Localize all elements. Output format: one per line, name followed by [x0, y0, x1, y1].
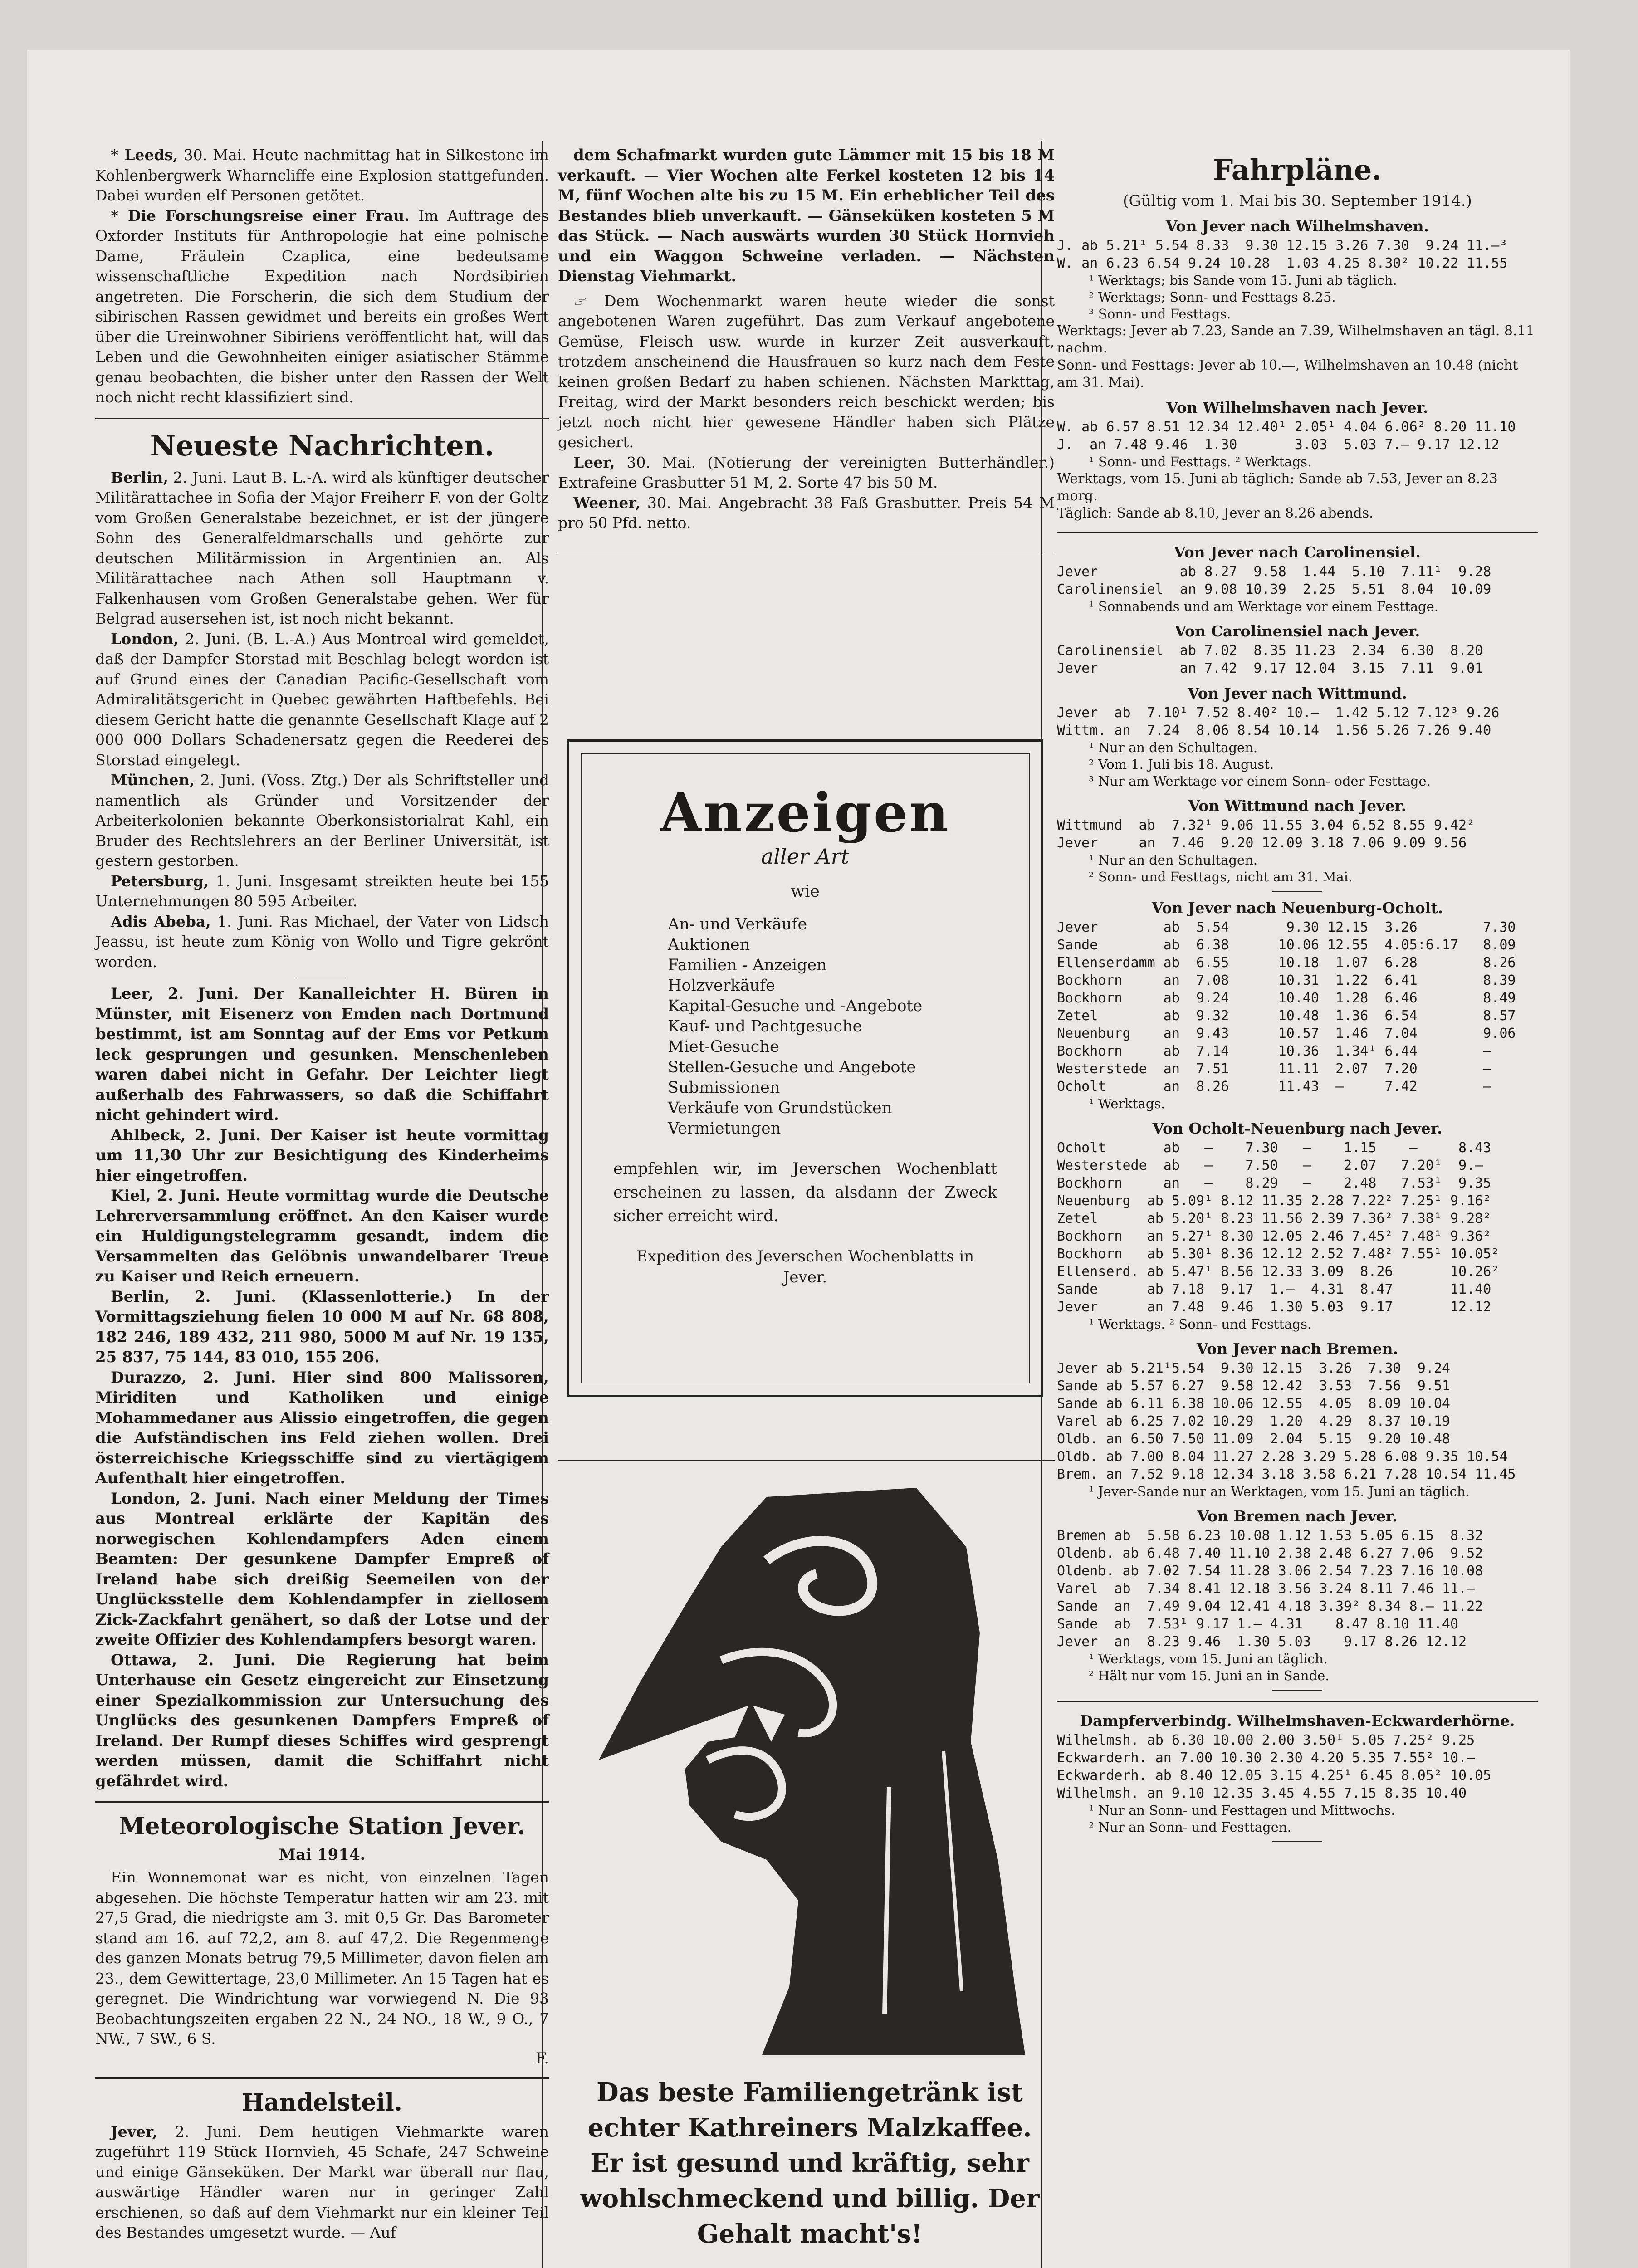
timetable-row: Carolinensiel ab 7.02 8.35 11.23 2.34 6.30 8.20	[1057, 643, 1483, 659]
timetable-heading: Von Carolinensiel nach Jever.	[1174, 622, 1420, 640]
divider	[558, 552, 1055, 555]
ad-item-label: Kapital-Gesuche und -Angebote	[668, 997, 923, 1015]
ad-item-label: Submissionen	[668, 1079, 780, 1097]
timetable-note: ² Werktags; Sonn- und Festtags 8.25.	[1089, 289, 1336, 305]
news-body: 2. Juni. Heute vormittag wurde die Deutsche Lehrerversammlung eröffnet. An den Kaiser wurde ein Huldigungstelegramm gesandt, indem die Versammelten das Gelöbnis unwandelbarer Treue zu Kaiser und Reich erneuern.	[95, 1187, 549, 1286]
news-item	[95, 1650, 549, 1792]
news-body: 1. Juni. Insgesamt streikten heute bei 155 Unternehmungen 80 595 Arbeiter.	[95, 872, 549, 910]
timetable-row: Oldenb. ab 6.48 7.40 11.10 2.38 2.48 6.27 7.06 9.52	[1057, 1545, 1483, 1561]
news-dateline: München,	[111, 771, 195, 789]
timetable-row: Westerstede ab — 7.50 — 2.07 7.20¹ 9.—	[1057, 1158, 1483, 1173]
column-2	[558, 145, 1055, 2249]
timetable-row: Carolinensiel an 9.08 10.39 2.25 5.51 8.04 10.09	[1057, 582, 1491, 597]
short-divider	[1272, 1690, 1322, 1691]
timetable-row: Zetel ab 5.20¹ 8.23 11.56 2.39 7.36² 7.38¹ 9.28²	[1057, 1211, 1491, 1227]
ad-item-label: Holzverkäufe	[668, 977, 775, 995]
news-dateline: * Die Forschungsreise einer Frau.	[111, 206, 410, 225]
timetable-row: Wittm. an 7.24 8.06 8.54 10.14 1.56 5.26 7.26 9.40	[1057, 723, 1491, 738]
ad-item	[668, 976, 997, 996]
news-item	[95, 629, 549, 771]
timetable-note: ³ Sonn- und Festtags.	[1089, 306, 1231, 322]
divider	[558, 1459, 1055, 1462]
timetable-row: Westerstede an 7.51 11.11 2.07 7.20 —	[1057, 1061, 1491, 1077]
ad-item	[668, 1017, 997, 1037]
met-subtitle: Mai 1914.	[279, 1846, 366, 1864]
news-dateline: Petersburg,	[111, 872, 209, 890]
timetable-heading: Von Ocholt-Neuenburg nach Jever.	[1152, 1119, 1442, 1137]
wochenmarkt-body: Dem Wochenmarkt waren heute wieder die sonst angebotenen Waren zugeführt. Das zum Verkauf angebotene Gemüse, Fleisch usw. wurde in kurzer Zeit ausverkauft, trotzdem anscheinend die Hausfrauen so kurz nach dem Feste keinen großen Bedarf zu haben schienen. Nächsten Markttag, Freitag, wird der Markt besonders reich beschickt werden; bis jetzt noch nicht hier gewesene Händler haben sich Plätze gesichert.	[558, 292, 1055, 451]
malzkaffee-slogan: Das beste Familiengetränk ist echter Kathreiners Malzkaffee. Er ist gesund und kräftig, sehr wohlschmeckend und billig. Der Gehalt macht's!	[580, 2077, 1040, 2249]
ad-item	[668, 1098, 997, 1119]
divider	[1057, 1701, 1538, 1702]
handel-body: 2. Juni. Dem heutigen Viehmarkte waren zugeführt 119 Stück Hornvieh, 45 Schafe, 247 Schweine und einige Gänseküken. Der Markt war überall nur flau, auswärtige Händler waren nur in geringer Zahl erschienen, so daß auf dem Viehmarkt nur ein kleiner Teil des Bestandes umgesetzt wurde. — Auf	[95, 2122, 549, 2241]
ad-item-label: An- und Verkäufe	[668, 915, 807, 934]
news-dateline: Berlin,	[111, 1287, 170, 1306]
news-body: 2. Juni. (Voss. Ztg.) Der als Schriftsteller und namentlich als Gründer und Vorsitzender der Arbeiterkolonien bekannte Oberkonsistorialrat Kahl, ein Bruder des Rechtslehrers an der Berliner Universität, ist gestern gestorben.	[95, 771, 549, 870]
timetable-row: Sande an 7.49 9.04 12.41 4.18 3.39² 8.34 8.— 11.22	[1057, 1598, 1483, 1614]
timetable-row: Varel ab 7.34 8.41 12.18 3.56 3.24 8.11 7.46 11.—	[1057, 1581, 1475, 1597]
ad-item	[668, 914, 997, 935]
news-item	[95, 1368, 549, 1489]
divider	[1057, 532, 1538, 533]
timetable-heading: Von Jever nach Bremen.	[1196, 1340, 1398, 1358]
ad-item	[668, 955, 997, 976]
news-item	[95, 984, 549, 1125]
ad-item-label: Miet-Gesuche	[668, 1038, 779, 1056]
weener-text	[558, 493, 1055, 533]
timetable-row: Jever an 7.46 9.20 12.09 3.18 7.06 9.09 9.56	[1057, 835, 1467, 851]
wochenmarkt-text	[558, 291, 1055, 453]
timetable-row: Ellenserdamm ab 6.55 10.18 1.07 6.28 8.26	[1057, 955, 1516, 971]
timetable-row: W. ab 6.57 8.51 12.34 12.40¹ 2.05¹ 4.04 6.06² 8.20 11.10	[1057, 419, 1516, 435]
ad-box	[567, 739, 1043, 1397]
ad-subtitle: aller Art	[761, 844, 850, 869]
timetable-row: Jever an 7.48 9.46 1.30 5.03 9.17 12.12	[1057, 1299, 1491, 1315]
timetable-note: ² Vom 1. Juli bis 18. August.	[1089, 757, 1274, 772]
timetable-note: ¹ Werktags. ² Sonn- und Festtags.	[1089, 1316, 1312, 1332]
market-continued: dem Schafmarkt wurden gute Lämmer mit 15 bis 18 M verkauft. — Vier Wochen alte Ferkel kosteten 12 bis 14 M, fünf Wochen alte bis zu 15 M. Ein erheblicher Teil des Bestandes blieb unverkauft. — Gänseküken kosteten 5 M das Stück. — Nach auswärts wurden 30 Stück Hornvieh und ein Waggon Schweine verladen. — Nächsten Dienstag Viehmarkt.	[558, 146, 1055, 285]
timetable-row: Bockhorn an 7.08 10.31 1.22 6.41 8.39	[1057, 973, 1516, 988]
timetable-row: Bockhorn ab 9.24 10.40 1.28 6.46 8.49	[1057, 990, 1516, 1006]
timetable-row: Sande ab 6.11 6.38 10.06 12.55 4.05 8.09 10.04	[1057, 1396, 1450, 1412]
ad-item-label: Verkäufe von Grundstücken	[668, 1099, 892, 1117]
met-title: Meteorologische Station Jever.	[118, 1813, 526, 1840]
divider	[95, 1801, 549, 1803]
timetable-note: ¹ Nur an den Schultagen.	[1089, 740, 1258, 755]
timetable-row: Brem. an 7.52 9.18 12.34 3.18 3.58 6.21 7.28 10.54 11.45	[1057, 1466, 1516, 1482]
news-item	[95, 871, 549, 912]
timetable-row: Ellenserd. ab 5.47¹ 8.56 12.33 3.09 8.26 10.26²	[1057, 1264, 1500, 1280]
ad-item-label: Kauf- und Pachtgesuche	[668, 1017, 862, 1036]
divider	[95, 2077, 549, 2079]
timetable-row: W. an 6.23 6.54 9.24 10.28 1.03 4.25 8.30² 10.22 11.55	[1057, 255, 1508, 271]
met-text: Ein Wonnemonat war es nicht, von einzelnen Tagen abgesehen. Die höchste Temperatur hatten wir am 23. mit 27,5 Grad, die niedrigste am 3. mit 0,5 Gr. Das Barometer stand am 16. auf 72,2, am 8. auf 47,2. Die Regenmenge des ganzen Monats betrug 79,5 Millimeter, davon fielen am 23., dem Gewittertage, 23,0 Millimeter. An 15 Tagen hat es geregnet. Die Windrichtung war vorwiegend N. Die 93 Beobachtungszeiten ergaben 22 N., 24 NO., 18 W., 9 O., 7 NW., 7 SW., 6 S.	[95, 1868, 549, 2048]
timetable-list	[1057, 217, 1538, 1842]
end-flourish	[1272, 1841, 1322, 1842]
timetable-note: ¹ Werktags; bis Sande vom 15. Juni ab täglich.	[1089, 273, 1397, 288]
news-item	[95, 1186, 549, 1287]
timetable-row: Sande ab 7.18 9.17 1.— 4.31 8.47 11.40	[1057, 1281, 1491, 1297]
timetable-row: Wittmund ab 7.32¹ 9.06 11.55 3.04 6.52 8.55 9.42²	[1057, 817, 1475, 833]
timetable-row: Oldenb. ab 7.02 7.54 11.28 3.06 2.54 7.23 7.16 10.08	[1057, 1563, 1483, 1579]
timetable-row: Wilhelmsh. ab 6.30 10.00 2.00 3.50¹ 5.05 7.25² 9.25	[1057, 1732, 1475, 1748]
ad-wie: wie	[791, 882, 820, 901]
timetable-note: Sonn- und Festtags: Jever ab 10.—, Wilhelmshaven an 10.48 (nicht am 31. Mai).	[1057, 357, 1518, 391]
news-body: 2. Juni. Der Kanalleichter H. Büren in Münster, mit Eisenerz von Emden nach Dortmund bestimmt, ist am Sonntag auf der Ems vor Petkum leck gesprungen und gesunken. Menschenleben waren dabei nicht in Gefahr. Der Leichter liegt außerhalb des Fahrwassers, so daß die Schiffahrt nicht gehindert wird.	[95, 985, 549, 1124]
news-list	[95, 468, 549, 973]
fahrplan-validity: (Gültig vom 1. Mai bis 30. September 1914.)	[1123, 192, 1472, 210]
news-item	[95, 770, 549, 871]
handel-lead: Jever,	[111, 2122, 158, 2141]
ad-item	[668, 1119, 997, 1139]
timetable-note: Werktags, vom 15. Juni ab täglich: Sande ab 7.53, Jever an 8.23 morg.	[1057, 471, 1498, 504]
timetable-row: Bockhorn ab 7.14 10.36 1.34¹ 6.44 —	[1057, 1043, 1491, 1059]
news-dateline: Leer,	[111, 985, 154, 1003]
leer-lead: Leer,	[573, 453, 615, 471]
timetable-row: Jever an 8.23 9.46 1.30 5.03 9.17 8.26 12.12	[1057, 1634, 1467, 1650]
hand-icon: ☞	[573, 292, 604, 310]
weener-body: 30. Mai. Angebracht 38 Faß Grasbutter. Preis 54 M pro 50 Pfd. netto.	[558, 494, 1055, 532]
timetable-row: Jever an 7.42 9.17 12.04 3.15 7.11 9.01	[1057, 660, 1483, 676]
timetable-heading: Von Jever nach Wittmund.	[1188, 684, 1407, 702]
timetable-note: ¹ Werktags, vom 15. Juni an täglich.	[1089, 1651, 1328, 1667]
timetable-heading: Von Wilhelmshaven nach Jever.	[1166, 399, 1428, 416]
ad-item	[668, 1078, 997, 1098]
timetable-note: ² Hält nur vom 15. Juni an in Sande.	[1089, 1668, 1330, 1683]
news-item	[95, 1287, 549, 1368]
news-dateline: Berlin,	[111, 468, 168, 486]
timetable-row: Bockhorn ab 5.30¹ 8.36 12.12 2.52 7.48² 7.55¹ 10.05²	[1057, 1246, 1500, 1262]
news-body: 2. Juni. Hier sind 800 Malissoren, Miriditen und Katholiken und einige Mohammedaner aus Alissio eingetroffen, die gegen die Aufständischen ins Feld ziehen wollen. Drei österreichische Kriegsschiffe sind zu viertägigem Aufenthalt hier eingetroffen.	[95, 1368, 549, 1487]
ad-box-inner	[581, 753, 1030, 1383]
timetable-heading: Von Jever nach Wilhelmshaven.	[1165, 217, 1429, 235]
timetable-row: Sande ab 6.38 10.06 12.55 4.05:6.17 8.09	[1057, 937, 1516, 953]
timetable-row: Jever ab 5.21¹5.54 9.30 12.15 3.26 7.30 9.24	[1057, 1360, 1450, 1376]
timetable-row: Bockhorn an 5.27¹ 8.30 12.05 2.46 7.45² 7.48¹ 9.36²	[1057, 1228, 1491, 1244]
column-3	[1057, 145, 1538, 1848]
timetable-row: Neuenburg ab 5.09¹ 8.12 11.35 2.28 7.22² 7.25¹ 9.16²	[1057, 1193, 1491, 1209]
timetable-row: Sande ab 7.53¹ 9.17 1.— 4.31 8.47 8.10 11.40	[1057, 1616, 1459, 1632]
timetable-row: Neuenburg an 9.43 10.57 1.46 7.04 9.06	[1057, 1026, 1516, 1041]
handel-title: Handelsteil.	[242, 2088, 402, 2116]
timetable-row: Wilhelmsh. an 9.10 12.35 3.45 4.55 7.15 8.35 10.40	[1057, 1785, 1467, 1801]
timetable-row: J. an 7.48 9.46 1.30 3.03 5.03 7.— 9.17 12.12	[1057, 437, 1500, 453]
news-body: 1. Juni. Ras Michael, der Vater von Lidsch Jeassu, ist heute zum König von Wollo und Tigre gekrönt worden.	[95, 912, 549, 971]
leer-body: 30. Mai. (Notierung der vereinigten Butterhändler.) Extrafeine Grasbutter 51 M, 2. Sorte 47 bis 50 M.	[558, 453, 1055, 491]
timetable-row: Zetel ab 9.32 10.48 1.36 6.54 8.57	[1057, 1008, 1516, 1024]
news-item	[95, 145, 549, 206]
news-dateline: Kiel,	[111, 1187, 151, 1205]
news-item	[95, 1489, 549, 1650]
divider	[95, 418, 549, 419]
news-item	[95, 912, 549, 973]
ad-item	[668, 1037, 997, 1057]
news-dateline: London,	[111, 1489, 181, 1508]
timetable-row: Bremen ab 5.58 6.23 10.08 1.12 1.53 5.05 6.15 8.32	[1057, 1528, 1483, 1544]
ad-item-label: Familien - Anzeigen	[668, 956, 827, 974]
ad-item	[668, 1057, 997, 1078]
news-item	[95, 206, 549, 408]
ad-item	[668, 935, 997, 955]
timetable-row: Oldb. ab 7.00 8.04 11.27 2.28 3.29 5.28 6.08 9.35 10.54	[1057, 1449, 1508, 1465]
news-dateline: Ahlbeck,	[111, 1126, 186, 1144]
timetable-note: ² Sonn- und Festtags, nicht am 31. Mai.	[1089, 869, 1353, 885]
news-body: 2. Juni. Laut B. L.-A. wird als künftiger deutscher Militärattachee in Sofia der Major Freiherr F. von der Goltz vom Großen Generalstabe bezeichnet, er ist der jüngere Sohn des Generalfeldmarschalls und gehörte zur deutschen Militärmission in Argentinien an. Als Militärattachee nach Athen soll Hauptmann v. Falkenhausen vom Großen Generalstabe gehen. Wer für Belgrad ausersehen ist, ist noch nicht bekannt.	[95, 468, 549, 627]
timetable-row: J. ab 5.21¹ 5.54 8.33 9.30 12.15 3.26 7.30 9.24 11.—³	[1057, 238, 1508, 254]
timetable-note: ³ Nur am Werktage vor einem Sonn- oder Festtage.	[1089, 773, 1431, 789]
ad-expedition: Expedition des Jeverschen Wochenblatts in Jever.	[636, 1247, 974, 1286]
news-body: 2. Juni. (B. L.-A.) Aus Montreal wird gemeldet, daß der Dampfer Storstad mit Beschlag belegt worden ist auf Grund eines der Canadian Pacific-Gesellschaft vom Admiralitätsgericht in Quebec gewährten Haftbefehls. Bei diesem Gericht hatte die genannte Gesellschaft Klage auf 2 000 000 Dollars Schadenersatz gegen die Reederei des Storstad eingelegt.	[95, 630, 549, 769]
monk-illustration	[572, 1470, 1048, 2059]
news-dateline: * Leeds,	[111, 146, 178, 164]
short-divider	[1272, 891, 1322, 892]
news-dateline: Adis Abeba,	[111, 912, 211, 930]
timetable-row: Oldb. an 6.50 7.50 11.09 2.04 5.15 9.20 10.48	[1057, 1431, 1450, 1447]
news-dateline: Ottawa,	[111, 1651, 177, 1669]
met-signature: F.	[535, 2049, 549, 2068]
ad-item-label: Vermietungen	[668, 1119, 781, 1138]
timetable-note: Täglich: Sande ab 8.10, Jever an 8.26 abends.	[1057, 505, 1374, 521]
handel-text	[95, 2122, 549, 2243]
timetable-row: Jever ab 5.54 9.30 12.15 3.26 7.30	[1057, 919, 1516, 935]
timetable-note: Werktags: Jever ab 7.23, Sande an 7.39, Wilhelmshaven an tägl. 8.11 nachm.	[1057, 323, 1535, 356]
news-body: 2. Juni. Die Regierung hat beim Unterhause ein Gesetz eingereicht zur Einsetzung einer Spezialkommission zur Untersuchung des Unglücks des gesunkenen Dampfers Empreß of Ireland. Der Rumpf dieses Schiffes wird gesprengt werden müssen, damit die Schiffahrt nicht gefährdet wird.	[95, 1651, 549, 1790]
timetable-note: ¹ Jever-Sande nur an Werktagen, vom 15. Juni an täglich.	[1089, 1484, 1470, 1499]
timetable-row: Eckwarderh. an 7.00 10.30 2.30 4.20 5.35 7.55² 10.—	[1057, 1750, 1475, 1766]
timetable-row: Eckwarderh. ab 8.40 12.05 3.15 4.25¹ 6.45 8.05² 10.05	[1057, 1768, 1491, 1784]
timetable-row: Jever ab 7.10¹ 7.52 8.40² 10.— 1.42 5.12 7.12³ 9.26	[1057, 705, 1500, 721]
news-body: 30. Mai. Heute nachmittag hat in Silkestone im Kohlenbergwerk Wharncliffe eine Explosion stattgefunden. Dabei wurden elf Personen getötet.	[95, 146, 549, 204]
ad-title: Anzeigen	[660, 781, 950, 844]
ad-item	[668, 996, 997, 1017]
news-item	[95, 1125, 549, 1186]
news-body: 2. Juni. Nach einer Meldung der Times aus Montreal erklärte der Kapitän des norwegischen Kohlendampfers Aden einem Beamten: Der gesunkene Dampfer Empreß of Ireland habe sich dreißig Seemeilen von der Unglücksstelle dem Kohlendampfer in ziellosem Zick-Zackfahrt genähert, so daß der Lotse und der zweite Offizier des Kohlendampfers besorgt waren.	[95, 1489, 549, 1649]
timetable-heading: Von Bremen nach Jever.	[1197, 1507, 1398, 1525]
leer-text	[558, 453, 1055, 493]
timetable-row: Ocholt ab — 7.30 — 1.15 — 8.43	[1057, 1140, 1491, 1156]
telegram-list	[95, 984, 549, 1791]
timetable-heading: Von Wittmund nach Jever.	[1188, 797, 1407, 815]
timetable-heading: Dampferverbindg. Wilhelmshaven-Eckwarderhörne.	[1080, 1712, 1515, 1730]
ad-text: empfehlen wir, im Jeverschen Wochenblatt erscheinen zu lassen, da alsdann der Zweck sicher erreicht wird.	[613, 1160, 997, 1225]
timetable-row: Jever ab 8.27 9.58 1.44 5.10 7.11¹ 9.28	[1057, 564, 1491, 580]
timetable-row: Bockhorn an — 8.29 — 2.48 7.53¹ 9.35	[1057, 1175, 1491, 1191]
timetable-row: Varel ab 6.25 7.02 10.29 1.20 4.29 8.37 10.19	[1057, 1413, 1450, 1429]
timetable-row: Sande ab 5.57 6.27 9.58 12.42 3.53 7.56 9.51	[1057, 1378, 1450, 1394]
top-news	[95, 145, 549, 408]
news-body: 2. Juni. (Klassenlotterie.) In der Vormittagsziehung fielen 10 000 M auf Nr. 68 808, 182 246, 189 432, 211 980, 5000 M auf Nr. 19 135, 25 837, 75 144, 83 010, 155 206.	[95, 1287, 549, 1366]
ad-item-label: Stellen-Gesuche und Angebote	[668, 1058, 916, 1076]
newspaper-page	[27, 50, 1570, 2268]
timetable-note: ¹ Nur an den Schultagen.	[1089, 852, 1258, 868]
timetable-heading: Von Jever nach Carolinensiel.	[1174, 543, 1421, 561]
news-body: 2. Juni. Der Kaiser ist heute vormittag um 11,30 Uhr zur Besichtigung des Kinderheims hier eingetroffen.	[95, 1126, 549, 1185]
column-1	[95, 145, 549, 2243]
timetable-note: ¹ Sonnabends und am Werktage vor einem Festtage.	[1089, 599, 1438, 614]
news-item	[95, 468, 549, 629]
news-dateline: Durazzo,	[111, 1368, 187, 1387]
timetable-note: ¹ Sonn- und Festtags. ² Werktags.	[1089, 454, 1312, 469]
ad-item-list	[613, 914, 997, 1139]
timetable-note: ¹ Nur an Sonn- und Festtagen und Mittwochs.	[1089, 1803, 1395, 1818]
news-dateline: London,	[111, 630, 179, 648]
timetable-heading: Von Jever nach Neuenburg-Ocholt.	[1151, 899, 1443, 917]
timetable-note: ² Nur an Sonn- und Festtagen.	[1089, 1819, 1291, 1835]
timetable-row: Ocholt an 8.26 11.43 — 7.42 —	[1057, 1079, 1491, 1095]
timetable-note: ¹ Werktags.	[1089, 1096, 1165, 1111]
news-body: Im Auftrage des Oxforder Instituts für Anthropologie hat eine polnische Dame, Fräulein Czaplica, eine bedeutsame wissenschaftliche Expedition nach Nordsibirien angetreten. Die Forscherin, die sich dem Studium der sibirischen Rassen gewidmet und bereits ein großes Wert über die Ureinwohner Sibiriens veröffentlicht hat, will das Leben und die Gewohnheiten einiger asiatischer Stämme genau beobachten, die bisher unter den Rassen der Welt noch nicht recht klassifiziert sind.	[95, 206, 549, 406]
malzkaffee-ad	[572, 1470, 1048, 2252]
ad-item-label: Auktionen	[668, 936, 750, 954]
fahrplan-title: Fahrpläne.	[1213, 153, 1382, 186]
weener-lead: Weener,	[573, 494, 641, 512]
news-title: Neueste Nachrichten.	[150, 429, 494, 462]
